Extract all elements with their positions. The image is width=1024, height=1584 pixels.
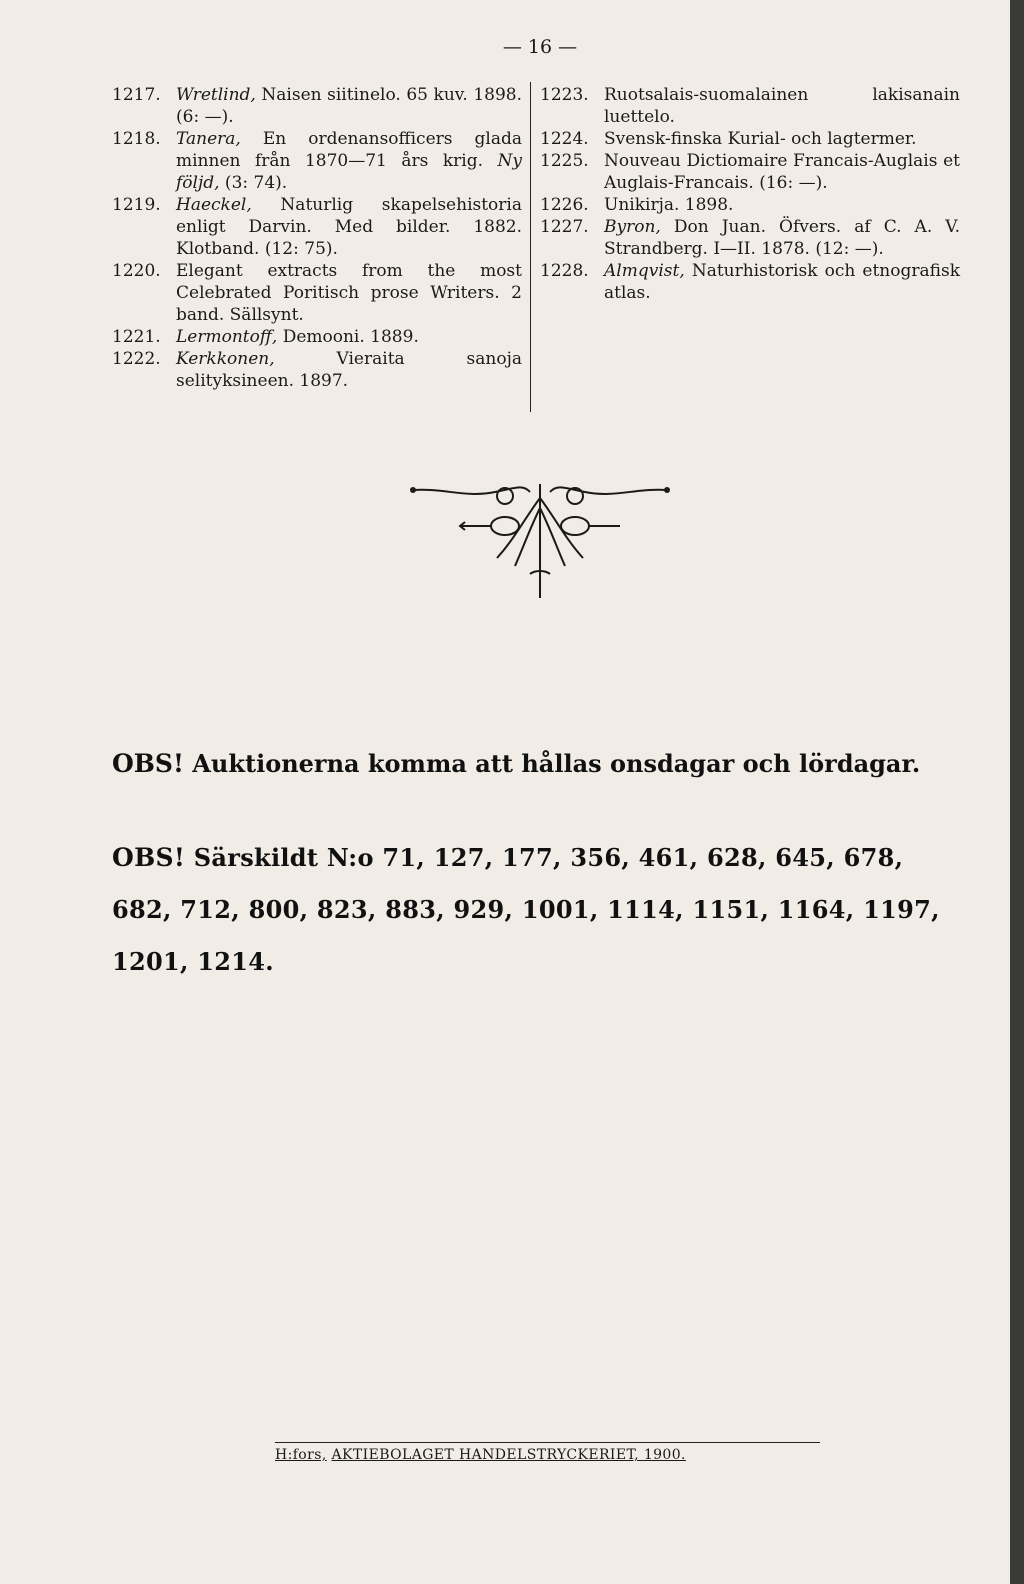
- entry-author: Byron,: [604, 217, 661, 237]
- imprint-printer: AKTIEBOLAGET HANDELSTRYCKERIET, 1900.: [331, 1447, 686, 1463]
- obs-label: OBS!: [112, 749, 184, 778]
- catalog-entry: [540, 216, 960, 260]
- entry-number: 1217.: [112, 85, 161, 105]
- entry-author: Kerkkonen,: [176, 349, 275, 369]
- notice-auction-days: [112, 738, 960, 790]
- entry-number: 1224.: [540, 129, 589, 149]
- printer-imprint: [275, 1447, 820, 1463]
- entry-number: 1227.: [540, 217, 589, 237]
- entry-number: 1221.: [112, 327, 161, 347]
- catalog-entry: [112, 348, 522, 392]
- entry-text: Nouveau Dictiomaire Francais-Auglais et Auglais-Francais. (16: —).: [604, 151, 960, 193]
- entry-author: Wretlind,: [176, 85, 256, 105]
- footer-rule: [275, 1442, 820, 1443]
- entry-author: Almqvist,: [604, 261, 685, 281]
- obs-label: OBS!: [112, 843, 186, 872]
- entry-number: 1219.: [112, 195, 161, 215]
- entry-text: Elegant extracts from the most Celebrated Poritisch prose Writers. 2 band. Sällsynt.: [176, 261, 522, 325]
- entry-author: Haeckel,: [176, 195, 252, 215]
- entry-text-2: (3: 74).: [219, 173, 288, 193]
- catalog-entry: [540, 128, 960, 150]
- entry-text: Unikirja. 1898.: [604, 195, 734, 215]
- catalog-entry: [540, 150, 960, 194]
- entry-text: Demooni. 1889.: [277, 327, 419, 347]
- entry-series: Ny följd,: [176, 151, 522, 193]
- left-column: [112, 84, 522, 392]
- notice-text: Auktionerna komma att hållas onsdagar och lördagar.: [183, 749, 921, 778]
- entry-text: Naisen siitinelo. 65 kuv. 1898. (6: —).: [176, 85, 522, 127]
- catalog-entry: [540, 260, 960, 304]
- entry-author: Lermontoff,: [176, 327, 278, 347]
- entry-number: 1225.: [540, 151, 589, 171]
- entry-number: 1228.: [540, 261, 589, 281]
- entry-text: Ruotsalais-suomalainen lakisanain luettelo.: [604, 85, 960, 127]
- imprint-city: H:fors,: [275, 1447, 327, 1463]
- catalog-entry: [112, 84, 522, 128]
- right-column: [540, 84, 960, 304]
- entry-number: 1222.: [112, 349, 161, 369]
- catalog-entry: [540, 84, 960, 128]
- entry-number: 1218.: [112, 129, 161, 149]
- notice-text: Särskildt N:o 71, 127, 177, 356, 461, 628, 645, 678, 682, 712, 800, 823, 883, 929, 1001, 1114, 1151, 1164, 1197, 1201, 1214.: [112, 843, 940, 976]
- entry-text: Vieraita sanoja selityksineen. 1897.: [176, 349, 522, 391]
- catalog-entry: [112, 260, 522, 326]
- entry-author: Tanera,: [176, 129, 241, 149]
- entry-text: Naturlig skapelsehistoria enligt Darvin. Med bilder. 1882. Klotband. (12: 75).: [176, 195, 522, 259]
- entry-number: 1220.: [112, 261, 161, 281]
- catalog-entry: [112, 128, 522, 194]
- catalog-entry: [112, 194, 522, 260]
- column-divider: [530, 82, 531, 412]
- entry-number: 1226.: [540, 195, 589, 215]
- entry-text: Don Juan. Öfvers. af C. A. V. Strandberg. I—II. 1878. (12: —).: [604, 217, 960, 259]
- notice-special-numbers: [112, 832, 960, 988]
- page-edge-shadow: [1010, 0, 1024, 1584]
- entry-text: Naturhistorisk och etnografisk atlas.: [604, 261, 960, 303]
- catalog-entry: [540, 194, 960, 216]
- entry-text: En ordenansofficers glada minnen från 1870—71 års krig.: [176, 129, 522, 171]
- page-number: — 16 —: [502, 36, 578, 58]
- entry-number: 1223.: [540, 85, 589, 105]
- catalog-entry: [112, 326, 522, 348]
- decorative-ornament-icon: [405, 478, 675, 608]
- entry-text: Svensk-finska Kurial- och lagtermer.: [604, 129, 917, 149]
